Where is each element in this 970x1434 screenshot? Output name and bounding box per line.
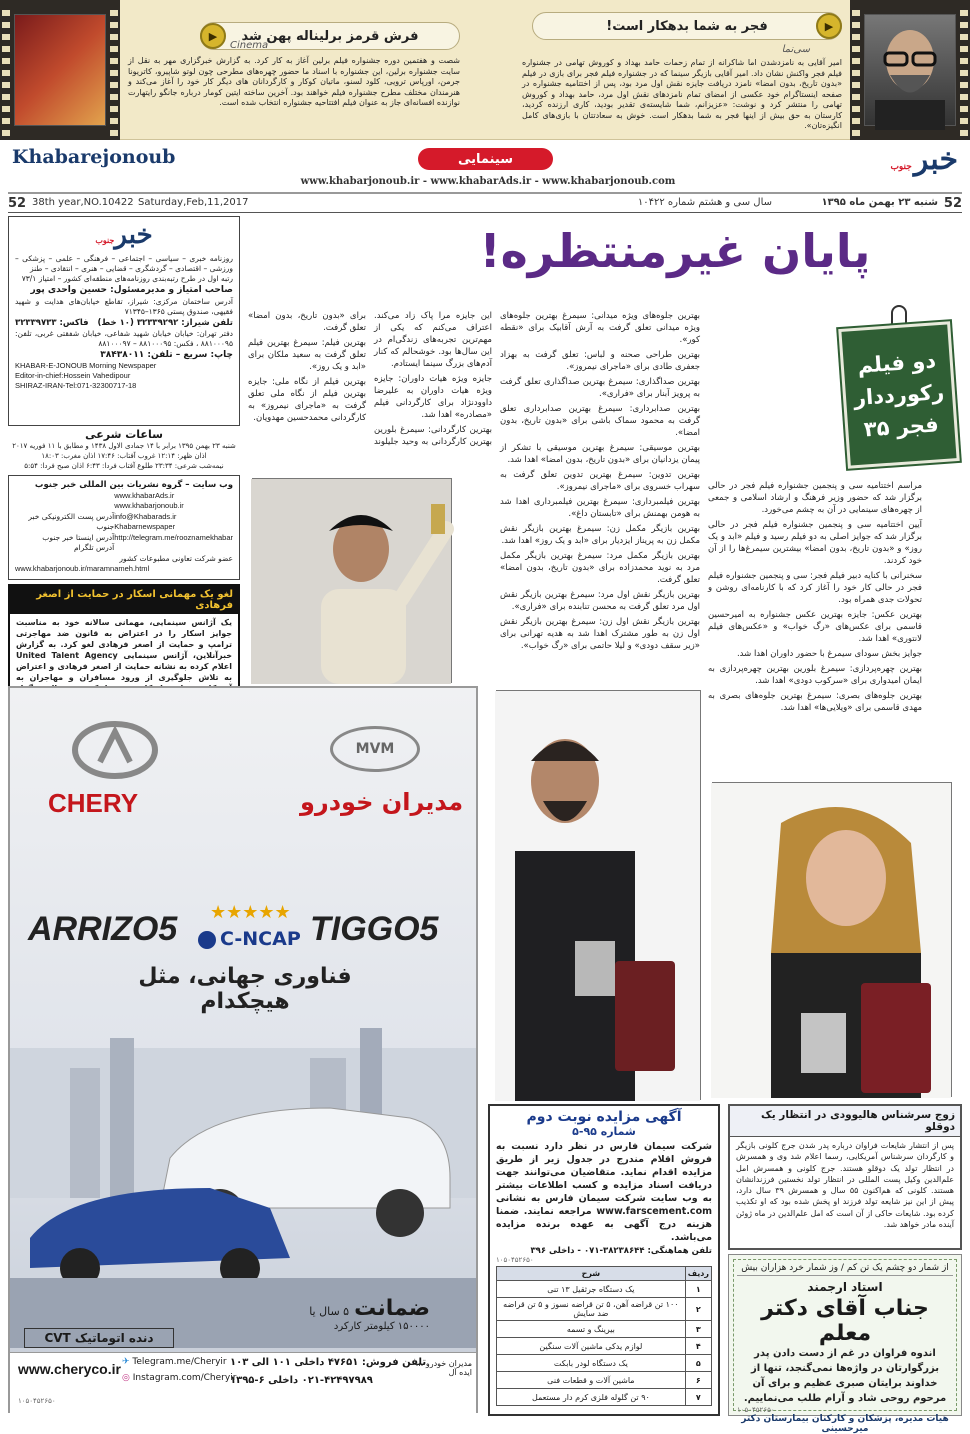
divider xyxy=(8,212,962,213)
auction-title: آگهی مزایده نوبت دوم xyxy=(526,1109,682,1125)
websites-title: وب سایت – گروه نشریات بین المللی خبر جنوب xyxy=(34,480,233,490)
mvm-brand: مدیران خودرو xyxy=(300,788,464,816)
actress-with-award-photo xyxy=(712,782,952,1097)
slogan: فناوری جهانی، مثل هیچکدام xyxy=(138,964,352,1014)
actor-with-award-photo xyxy=(252,478,452,683)
left-film-strip xyxy=(0,0,120,140)
col-description: شرح xyxy=(497,1267,686,1281)
issue-date-fa: شنبه ۲۳ بهمن ماه ۱۳۹۵ xyxy=(821,197,938,208)
link-telegram[interactable]: http://telegram.me/rooznamekhabar xyxy=(114,532,233,542)
auction-code: ۱۰۵۰۴۵۲۶۵۰ xyxy=(496,1256,534,1264)
page-number-right: 52 xyxy=(943,196,962,211)
right-film-strip xyxy=(850,0,970,140)
warranty: ضمانت ۵ سال یا ۱۵۰۰۰۰ کیلومتر کارکرد xyxy=(309,1296,430,1332)
condolence-signature: هیات مدیره، پزشکان و کارکنان بیمارستان دکتر میرحسینی xyxy=(741,1414,949,1434)
oscar-body: یک آژانس سینمایی، مهمانی سالانه خود به مناسبت جوایز اسکار را در اعتراض به قانون ضد مهاجرتی ترامپ و حمایت از اصغر فرهادی لغو کرد. به گزارش خبرآنلاین، آژانس سینمایی United Talent Agency اعلام کرده به نشانه حمایت از اصغر فرهادی و اعتراض به تلاش جلوگیری از ورود مسافران و مهاجران به xyxy=(16,618,232,682)
phone: تلفن شیراز: ۳۲۳۳۹۲۹۲ (۱۰ خط) فاکس: ۳۲۳۳۹۷۳۳ xyxy=(15,318,233,328)
prayer-times: شنبه ۲۳ بهمن ۱۳۹۵ برابر با ۱۴ جمادی الاول ۱۴۳۸ و مطابق با ۱۱ فوریه ۲۰۱۷ اذان ظهر: ۱۲:۱۴ غروب آفتاب: ۱۷:۴۶ اذان مغرب: ۱۸:۰۳ نیمه‌شب شرعی: ۲۳:۳۴ طلوع آفتاب فردا: ۶:۴۳ اذان صبح فردا: ۵:۵۴ xyxy=(12,442,236,470)
table-row: ۷ ۹۰ تن گلوله فلزی کرم دار مستعمل xyxy=(497,1389,712,1406)
websites-box: وب سایت – گروه نشریات بین المللی خبر جنوب www.khabarAds.ir www.khabarjonoub.ir info@Khabarads.ir Khabarnewspaper http://telegram.me/rooznamekhabar آدرس پست الکترونیکی خبر جنوب آدرس اینستا خبر جنوب آدرس تلگرام عضو شرکت تعاونی مطبوعات کشور www.khabarjonoub.ir/maramnameh.html xyxy=(8,475,240,580)
table-row: ۲ ۱۰۰ تن قراضه آهن، ۵ تن قراضه نسوز و ۵ تن قراضه ضد سایش xyxy=(497,1298,712,1321)
condolence-intro: از شمار دو چشم یک تن کم / وز شمار خرد هزاران بیش xyxy=(737,1263,953,1276)
logo-en: Khabarejonoub xyxy=(12,146,176,168)
top-banner xyxy=(0,0,970,140)
left-story-headline: فرش قرمز برلیناله پهن شد xyxy=(200,22,460,50)
link-instagram[interactable]: Khabarnewspaper xyxy=(114,522,176,531)
section-title: سینمایی xyxy=(418,148,553,170)
chery-instagram[interactable]: ◎ Instagram.com/Cheryir xyxy=(122,1373,237,1383)
condolence-ad xyxy=(728,1254,962,1434)
badge-text: دو فیلم رکورددار فجر ۳۵ xyxy=(838,321,959,468)
link-email[interactable]: info@Khabarads.ir xyxy=(114,511,177,521)
right-story-section: سی‌نما xyxy=(781,44,810,55)
col-row-number: ردیف xyxy=(685,1267,711,1281)
article-headline: پایان غیرمنتظره! xyxy=(479,224,871,278)
condolence-body: اندوه فراوان در غم از دست دادن پدر بزرگوارتان در واژه‌ها نمی‌گنجد، تنها از خداوند برایتان صبری عظیم و برای آن مرحوم روحی شاد و آرام طلب می‌نماییم. xyxy=(743,1348,947,1404)
rank: رتبه اول در طرح رتبه‌بندی روزنامه‌های منطقه‌ای کشور – امتیاز ۷۳/۱ xyxy=(21,274,233,283)
ncap-label: C-NCAP xyxy=(198,928,301,950)
hq-address: آدرس ساختمان مرکزی: شیراز، تقاطع خیابان‌های هدایت و شهید فقیهی، صندوق پستی ۱۳۶۵–۷۱۳۴۵ xyxy=(15,297,233,316)
sales-phone: تلفن فروش: ۴۷۶۵۱ داخلی ۱۰۱ الی ۱۰۳ xyxy=(230,1357,427,1368)
issue-bar xyxy=(8,196,962,212)
left-column xyxy=(8,216,240,686)
auction-table xyxy=(496,1266,712,1406)
condolence-name: جناب آقای دکتر معلم xyxy=(761,1296,929,1346)
left-story-body: شصت و هفتمین دوره جشنواره فیلم برلین آغاز به کار کرد. به گزارش خبرگزاری مهر به نقل از سایت جشنواره برلین، این جشنواره با اسناد ما حضور چهره‌های مطرحی چون لوتو شاپیرو، کاتریونا جرمن، اورپاس ترویی، کلود لسنو، ماتیان کوکار و کارگردانان های دیگر کار خود را آغاز می‌کند و هنرمندان مختلف مطرح جشنواره فیلم خواهند بود. آخرین ساخته ایتین کومار درباره جانگو رایتهارت نوازنده افسانه‌ای جاز به عنوان فیلم افتتاحیه جشنواره انتخاب شده است. xyxy=(128,56,460,107)
chery-logo-icon xyxy=(70,720,160,780)
model-tiggo: TIGGO5 xyxy=(310,910,439,948)
gearbox: دنده اتوماتیک CVT xyxy=(24,1328,174,1348)
condolence-code: ۱۰۵۰۴۵۲۶۵۰ xyxy=(737,1406,775,1414)
right-story-headline: فجر به شما بدهکار است! xyxy=(532,12,842,40)
table-row: ۱ یک دستگاه جرثقیل ۱۳ تنی xyxy=(497,1281,712,1298)
chery-brand: CHERY xyxy=(48,788,139,818)
record-badge xyxy=(835,305,963,475)
chery-ad-code: ۱۰۵۰۴۵۲۶۵۰ xyxy=(18,1397,56,1405)
printing: چاپ: سریع – تلفن: ۳۸۴۳۸۰۱۱ xyxy=(100,350,233,360)
article-col-right: مراسم اختتامیه سی و پنجمین جشنواره فیلم فجر در حالی برگزار شد که حضور وزیر فرهنگ و ارشاد اسلامی و جمعی از چهره‌های سینمایی در آن به چشم می‌خورد. آیین اختتامیه سی و پنجمین جشنواره فیلم فجر در حالی برگزار شد که جوایز اصلی به دو فیلم رسید و فیلم «ابد و یک روز» و «بدون تاریخ، بدون امضا» بیشترین سیمرغ‌ها را از آن خود کردند. سخنرانی با کنایه دبیر فیلم فجر: سی و پنجمین جشنواره فیلم فجر در حالی کار خود را آغاز کرد که با کارنامه‌ای روشن و تحولات جدی همراه بود. بهترین عکس: جایزه بهترین عکس جشنواره به امیرحسین قاسمی برای عکس‌های «رگ خواب» و «عکس‌های فیلم لانتوری» اهدا شد. جوایز بخش سودای سیمرغ با حضور داوران اهدا شد. بهترین چهره‌پردازی: سیمرغ بلورین بهترین چهره‌پردازی به ایمان امیدواری برای «سرکوب دودی» اهدا شد. بهترین جلوه‌های بصری: سیمرغ بهترین جلوه‌های بصری به مهدی قاسمی برای «ویلایی‌ها» اهدا شد. xyxy=(708,481,922,713)
sales-phone-2: ۰۲۱-۴۲۴۹۷۹۸۹ داخلی ۶-۱۳۹۵ xyxy=(230,1375,373,1386)
chery-footer xyxy=(10,1352,476,1413)
condolence-title: استاد ارجمند xyxy=(807,1280,883,1294)
link-khabarads[interactable]: www.khabarAds.ir xyxy=(114,490,175,500)
tagline: روزنامه خبری – سیاسی – اجتماعی – فرهنگی – علمی – پزشکی – ورزشی – اقتصادی – گردشگری – قضایی – هنری – انتقادی – طنز xyxy=(15,254,233,273)
telegram-icon: ✈ xyxy=(122,1357,130,1367)
table-row: ۴ لوازم یدکی ماشین آلات سنگین xyxy=(497,1338,712,1355)
play-icon-left: ▶ xyxy=(200,23,226,49)
mvm-logo: MVM xyxy=(330,726,420,772)
ncap-icon xyxy=(198,931,216,949)
tehran-office: دفتر تهران: خیابان خیابان شهید شفاعی، خیابان شفقتی غربی، تلفن: ۸۸۱۰۰۰۹۵ ، فکس: ۸۸۱۰۰۰۹۵ – ۸۸۱۰۰۰۹۷ xyxy=(15,329,233,348)
masthead xyxy=(8,142,962,194)
logo-fa: خبرجنوب xyxy=(890,142,958,177)
auction-number: شماره ۹۵-۵ xyxy=(572,1125,636,1138)
identity-box xyxy=(8,216,240,426)
auction-body: شرکت سیمان فارس در نظر دارد نسبت به فروش اقلام مندرج در جدول زیر از طریق مزایده اقدام نماید. متقاضیان می‌توانند جهت دریافت اسناد مزایده و کسب اطلاعات بیشتر به وب سایت شرکت سیمان فارس به نشانی www.farscement.com مراجعه نمایند. ضمنا هزینه درج آگهی به عهده برنده مزایده می‌باشد. xyxy=(496,1141,712,1243)
chery-website[interactable]: www.cheryco.ir xyxy=(18,1361,121,1377)
left-story-section: Cinema xyxy=(230,40,269,51)
director-with-award-photo xyxy=(496,690,701,1100)
issue-date-en: Saturday,Feb,11,2017 xyxy=(138,197,249,208)
issue-number-fa: سال سی و هشتم شماره ۱۰۴۲۲ xyxy=(637,197,772,208)
right-story-body: امیر آقایی به نامزدشدن اما شاکرانه از تمام زحمات حامد بهداد و کوروش تهامی در جشنواره فیلم فجر واکنش نشان داد. امیر آقایی بازیگر سینما که در جشنواره فیلم فجر برای بازی در فیلم «بدون تاریخ، بدون امضا» نامزد دریافت جایزه نقش اول مرد بود، پس از اختتامیه جشنواره در صفحه اینستاگرام خود عکسی از امضای تمام نامزدهای نقش اول مرد، حامد بهداد و کوروش تهامی را منتشر کرد و نوشت: «عزیزانم، شما شایسته‌ی تقدیر بودید، کاری ارزنده کردید، کارستان به حق بیش از اینها فجر به شما بدهکار است. خوش به سعادتتان با بازی‌های کامل انگیزه‌تان». xyxy=(522,58,842,130)
page-number-left: 52 xyxy=(8,196,27,211)
star-rating: ★★★★★ xyxy=(210,902,291,923)
link-maramnameh[interactable]: www.khabarjonoub.ir/maramnameh.html xyxy=(15,564,150,573)
chery-telegram[interactable]: ✈ Telegram.me/Cheryir xyxy=(122,1357,227,1367)
couple-news-box xyxy=(728,1104,962,1250)
en-lines: KHABAR-E-JONOUB Morning Newspaper Editor-in-chief:Hossein Vahedipour SHIRAZ-IRAN-Tel:071-32300717-18 xyxy=(15,361,157,390)
couple-body: پس از انتشار شایعات فراوان درباره پدر شدن جرج کلونی بازیگر و کارگردان سرشناس آمریکایی، رسما اعلام شد وی و همسرش در انتظار تولد یک دوقلو هستند. جرج کلونی و همسرش امل علم‌الدین وکیل پست المللی در انتظار تولد نخستین فرزندانشان هستند. کلونی که هم‌اکنون ۵۵ سال و همسرش ۳۹ سال دارد، پیش از این نیز شایعه تولد فرزند او پخش شده بود که او تکذیب کرده بود. شایعات حاکی از آن است که امل علم‌الدین در ماه ژوئن آینده مادر خواهد شد. xyxy=(736,1141,954,1230)
model-arrizo: ARRIZO5 xyxy=(28,910,178,948)
oscar-title: لغو یک مهمانی اسکار در حمایت از اصغر فرهادی xyxy=(10,586,238,614)
identity-logo: خبرجنوب xyxy=(95,220,153,250)
table-row: ۵ یک دستگاه لودر بابکت xyxy=(497,1355,712,1372)
berlinale-photo xyxy=(14,14,106,126)
website-urls: www.khabarjonoub.ir - www.khabarAds.ir - www.khabarjonoub.com xyxy=(300,176,676,187)
link-khabarjonoub[interactable]: www.khabarjonoub.ir xyxy=(114,501,184,510)
couple-title: زوج سرشناس هالیوودی در انتظار یک دوقلو xyxy=(730,1106,960,1137)
amir-aghaei-photo xyxy=(864,14,956,126)
play-icon: ▶ xyxy=(816,13,842,39)
issue-number-en: 38th year,NO.10422 xyxy=(32,197,134,208)
instagram-icon: ◎ xyxy=(122,1373,130,1383)
auction-ad xyxy=(488,1104,720,1416)
chery-ad xyxy=(8,686,478,1413)
table-row: ۳ بیرینگ و تسمه xyxy=(497,1321,712,1338)
article-col-left: این جایزه مرا پاک زاد می‌کند. اعتراف می‌کنم که یکی از مهم‌ترین تجربه‌های زندگی‌ام در این سال‌ها بود. خوشحالم که کنار آدم‌های بزرگ سینما ایستادم. جایزه ویژه هیات داوران: جایزه ویژه هیات داوران به علیرضا داوودنژاد برای کارگردانی فیلم «مصادره» اهدا شد. بهترین کارگردانی: سیمرغ بلورین بهترین کارگردانی به وحید جلیلوند برای «بدون تاریخ، بدون امضا» تعلق گرفت. بهترین فیلم: سیمرغ بهترین فیلم تعلق گرفت به سعید ملکان برای «ابد و یک روز». بهترین فیلم از نگاه ملی: جایزه بهترین فیلم از نگاه ملی تعلق گرفت به «ماجرای نیمروز» به کارگردانی محمدحسین مهدویان. xyxy=(248,311,492,447)
table-row: ۶ ماشین آلات و قطعات فنی xyxy=(497,1372,712,1389)
prayer-times-title: ساعات شرعی xyxy=(85,428,163,441)
dealer: مدیران خودرو ... ایده آل xyxy=(415,1359,472,1377)
auction-phone: تلفن هماهنگی: ۳۸۲۳۸۶۴۴-۰۷۱ - داخلی ۳۹۶ xyxy=(530,1246,712,1256)
owner: صاحب امتیاز و مدیرمسئول: حسین واحدی پور xyxy=(30,285,233,295)
article-col-mid: بهترین جلوه‌های ویژه میدانی: سیمرغ بهترین جلوه‌های ویژه میدانی تعلق گرفت به آرش آقابیک برای «نقطه کور». بهترین طراحی صحنه و لباس: تعلق گرفت به بهزاد جعفری طادی برای «ماجرای نیمروز». بهترین صداگذاری: سیمرغ بهترین صداگذاری تعلق گرفت به پرویز آبنار برای «فراری». بهترین صدابرداری: سیمرغ بهترین صدابرداری تعلق گرفت به محمود سماک باشی برای «بدون تاریخ، بدون امضا». بهترین موسیقی: سیمرغ بهترین موسیقی با تشکر از پیمان یزدانیان برای «بدون تاریخ، بدون امضا» اهدا شد. بهترین تدوین: سیمرغ بهترین تدوین تعلق گرفت به سهراب خسروی برای «ماجرای نیمروز». بهترین فیلمبرداری: سیمرغ بهترین فیلمبرداری اهدا شد به هومن بهمنش برای «تابستان داغ». بهترین بازیگر مکمل زن: سیمرغ بهترین بازیگر نقش مکمل زن به پریناز ایزدیار برای «ابد و یک روز» اهدا شد. بهترین بازیگر مکمل مرد: سیمرغ بهترین بازیگر مکمل مرد به نوید محمدزاده برای «بدون تاریخ، بدون امضا» تعلق گرفت. بهترین بازیگر نقش اول مرد: سیمرغ بهترین بازیگر نقش اول مرد تعلق گرفت به محسن تنابنده برای «فراری». بهترین بازیگر نقش اول زن: سیمرغ بهترین بازیگر نقش اول زن به طور مشترک اهدا شد به هدیه تهرانی برای «زیر سقف دودی» و لیلا حاتمی برای «رگ خواب». xyxy=(500,311,700,651)
